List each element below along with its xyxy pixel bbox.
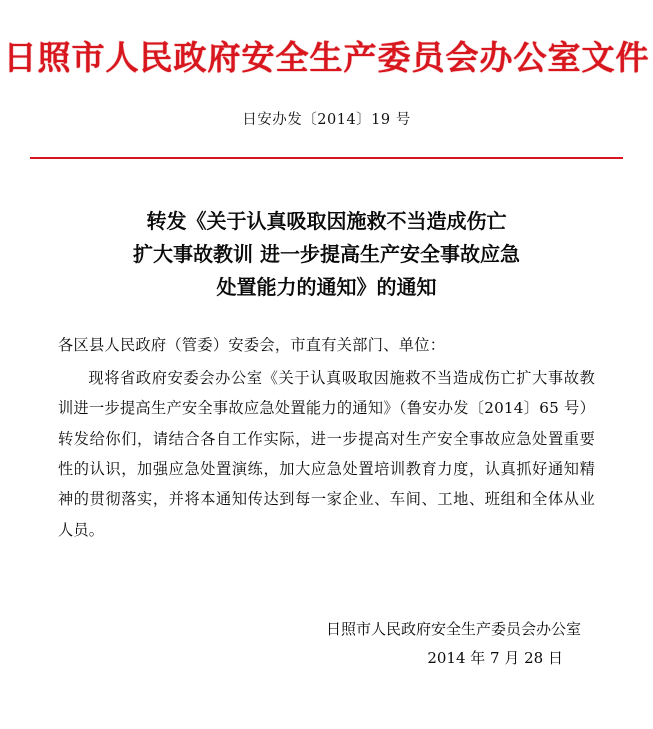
document-issuing-office: 日照市人民政府安全生产委员会办公室 (325, 620, 581, 639)
document-page (0, 40, 653, 729)
document-title-line-3: 处置能力的通知》的通知 (216, 275, 437, 300)
document-title (70, 205, 583, 304)
document-signature-block (0, 615, 581, 674)
document-number: 日安办发〔2014〕19 号 (242, 112, 411, 129)
document-masthead-title: 日照市人民政府安全生产委员会办公室文件 (3, 38, 650, 77)
document-date: 2014 年 7 月 28 日 (427, 649, 563, 668)
document-paragraph: 现将省政府安委会办公室《关于认真吸取因施救不当造成伤亡扩大事故教训进一步提高生产安全事故应急处置能力的通知》（鲁安办发〔2014〕65 号）转发给你们，请结合各自工作实际，进一步提高对生产安全事故应急处置重要性的认识，加强应急处置演练，加大应急处置培训教育力度，认真抓好通知精神的贯彻落实，并将本通知传达到每一家企业、车间、工地、班组和全体从业人员。 (58, 368, 595, 539)
document-body (58, 330, 595, 545)
red-divider-rule (30, 157, 623, 159)
document-title-line-2: 扩大事故教训 进一步提高生产安全事故应急 (133, 242, 520, 267)
document-title-line-1: 转发《关于认真吸取因施救不当造成伤亡 (146, 209, 507, 234)
document-salutation: 各区县人民政府（管委）安委会，市直有关部门、单位： (58, 336, 446, 355)
